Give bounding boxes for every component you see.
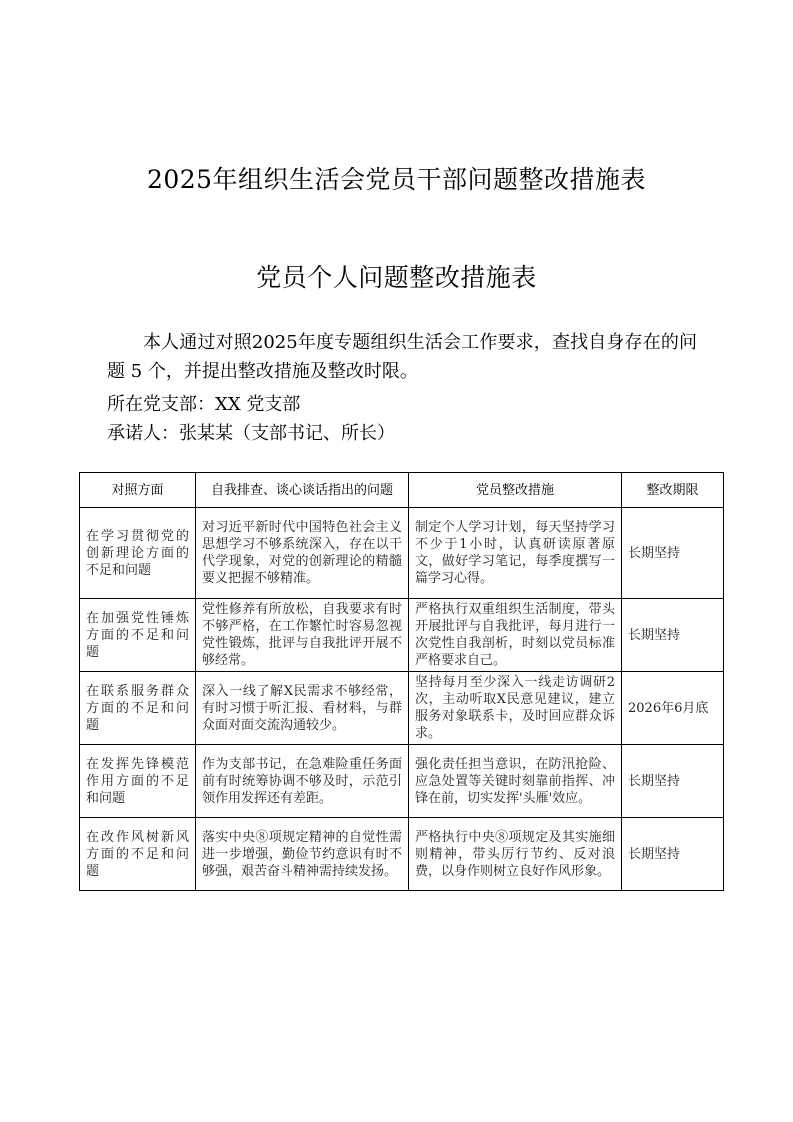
header-deadline: 整改期限 <box>622 473 724 508</box>
cell-measure: 严格执行中央⑧项规定及其实施细则精神，带头厉行节约、反对浪费，以身作则树立良好作风形象。 <box>409 818 622 891</box>
cell-measure: 坚持每月至少深入一线走访调研2次，主动听取X民意见建议，建立服务对象联系卡，及时回应群众诉求。 <box>409 672 622 745</box>
cell-issue: 对习近平新时代中国特色社会主义思想学习不够系统深入，存在以干代学现象，对党的创新理论的精髓要义把握不够精准。 <box>196 508 409 599</box>
intro-block <box>107 328 697 386</box>
cell-issue: 党性修养有所放松，自我要求有时不够严格，在工作繁忙时容易忽视党性锻炼，批评与自我批评开展不够经常。 <box>196 599 409 672</box>
cell-aspect: 在发挥先锋模范作用方面的不足和问题 <box>80 745 196 818</box>
cell-deadline: 长期坚持 <box>622 818 724 891</box>
table-row <box>80 508 724 599</box>
table-row <box>80 672 724 745</box>
promisor-line: 承诺人：张某某（支部书记、所长） <box>107 423 395 444</box>
cell-deadline: 长期坚持 <box>622 599 724 672</box>
cell-deadline: 2026年6月底 <box>622 672 724 745</box>
cell-issue: 作为支部书记，在急难险重任务面前有时统筹协调不够及时，示范引领作用发挥还有差距。 <box>196 745 409 818</box>
header-measure: 党员整改措施 <box>409 473 622 508</box>
intro-paragraph: 本人通过对照2025年度专题组织生活会工作要求，查找自身存在的问题 5 个，并提出整改措施及整改时限。 <box>107 332 697 382</box>
rectification-table <box>79 472 724 891</box>
header-issue: 自我排查、谈心谈话指出的问题 <box>196 473 409 508</box>
cell-measure: 严格执行双重组织生活制度，带头开展批评与自我批评，每月进行一次党性自我剖析，时刻以党员标准严格要求自己。 <box>409 599 622 672</box>
header-aspect: 对照方面 <box>80 473 196 508</box>
cell-issue: 深入一线了解X民需求不够经常，有时习惯于听汇报、看材料，与群众面对面交流沟通较少。 <box>196 672 409 745</box>
table-row <box>80 599 724 672</box>
cell-measure: 制定个人学习计划，每天坚持学习不少于1小时，认真研读原著原文，做好学习笔记，每季度撰写一篇学习心得。 <box>409 508 622 599</box>
table-row <box>80 745 724 818</box>
table-header-row <box>80 473 724 508</box>
document-title: 2025年组织生活会党员干部问题整改措施表 <box>146 165 647 194</box>
party-branch-line: 所在党支部：XX 党支部 <box>107 394 301 415</box>
cell-aspect: 在改作风树新风方面的不足和问题 <box>80 818 196 891</box>
cell-aspect: 在加强党性锤炼方面的不足和问题 <box>80 599 196 672</box>
cell-measure: 强化责任担当意识，在防汛抢险、应急处置等关键时刻靠前指挥、冲锋在前，切实发挥'头雁'效应。 <box>409 745 622 818</box>
cell-issue: 落实中央⑧项规定精神的自觉性需进一步增强，勤俭节约意识有时不够强，艰苦奋斗精神需持续发扬。 <box>196 818 409 891</box>
cell-deadline: 长期坚持 <box>622 745 724 818</box>
cell-aspect: 在联系服务群众方面的不足和问题 <box>80 672 196 745</box>
document-subtitle: 党员个人问题整改措施表 <box>256 263 537 292</box>
table-row <box>80 818 724 891</box>
cell-aspect: 在学习贯彻党的创新理论方面的不足和问题 <box>80 508 196 599</box>
cell-deadline: 长期坚持 <box>622 508 724 599</box>
